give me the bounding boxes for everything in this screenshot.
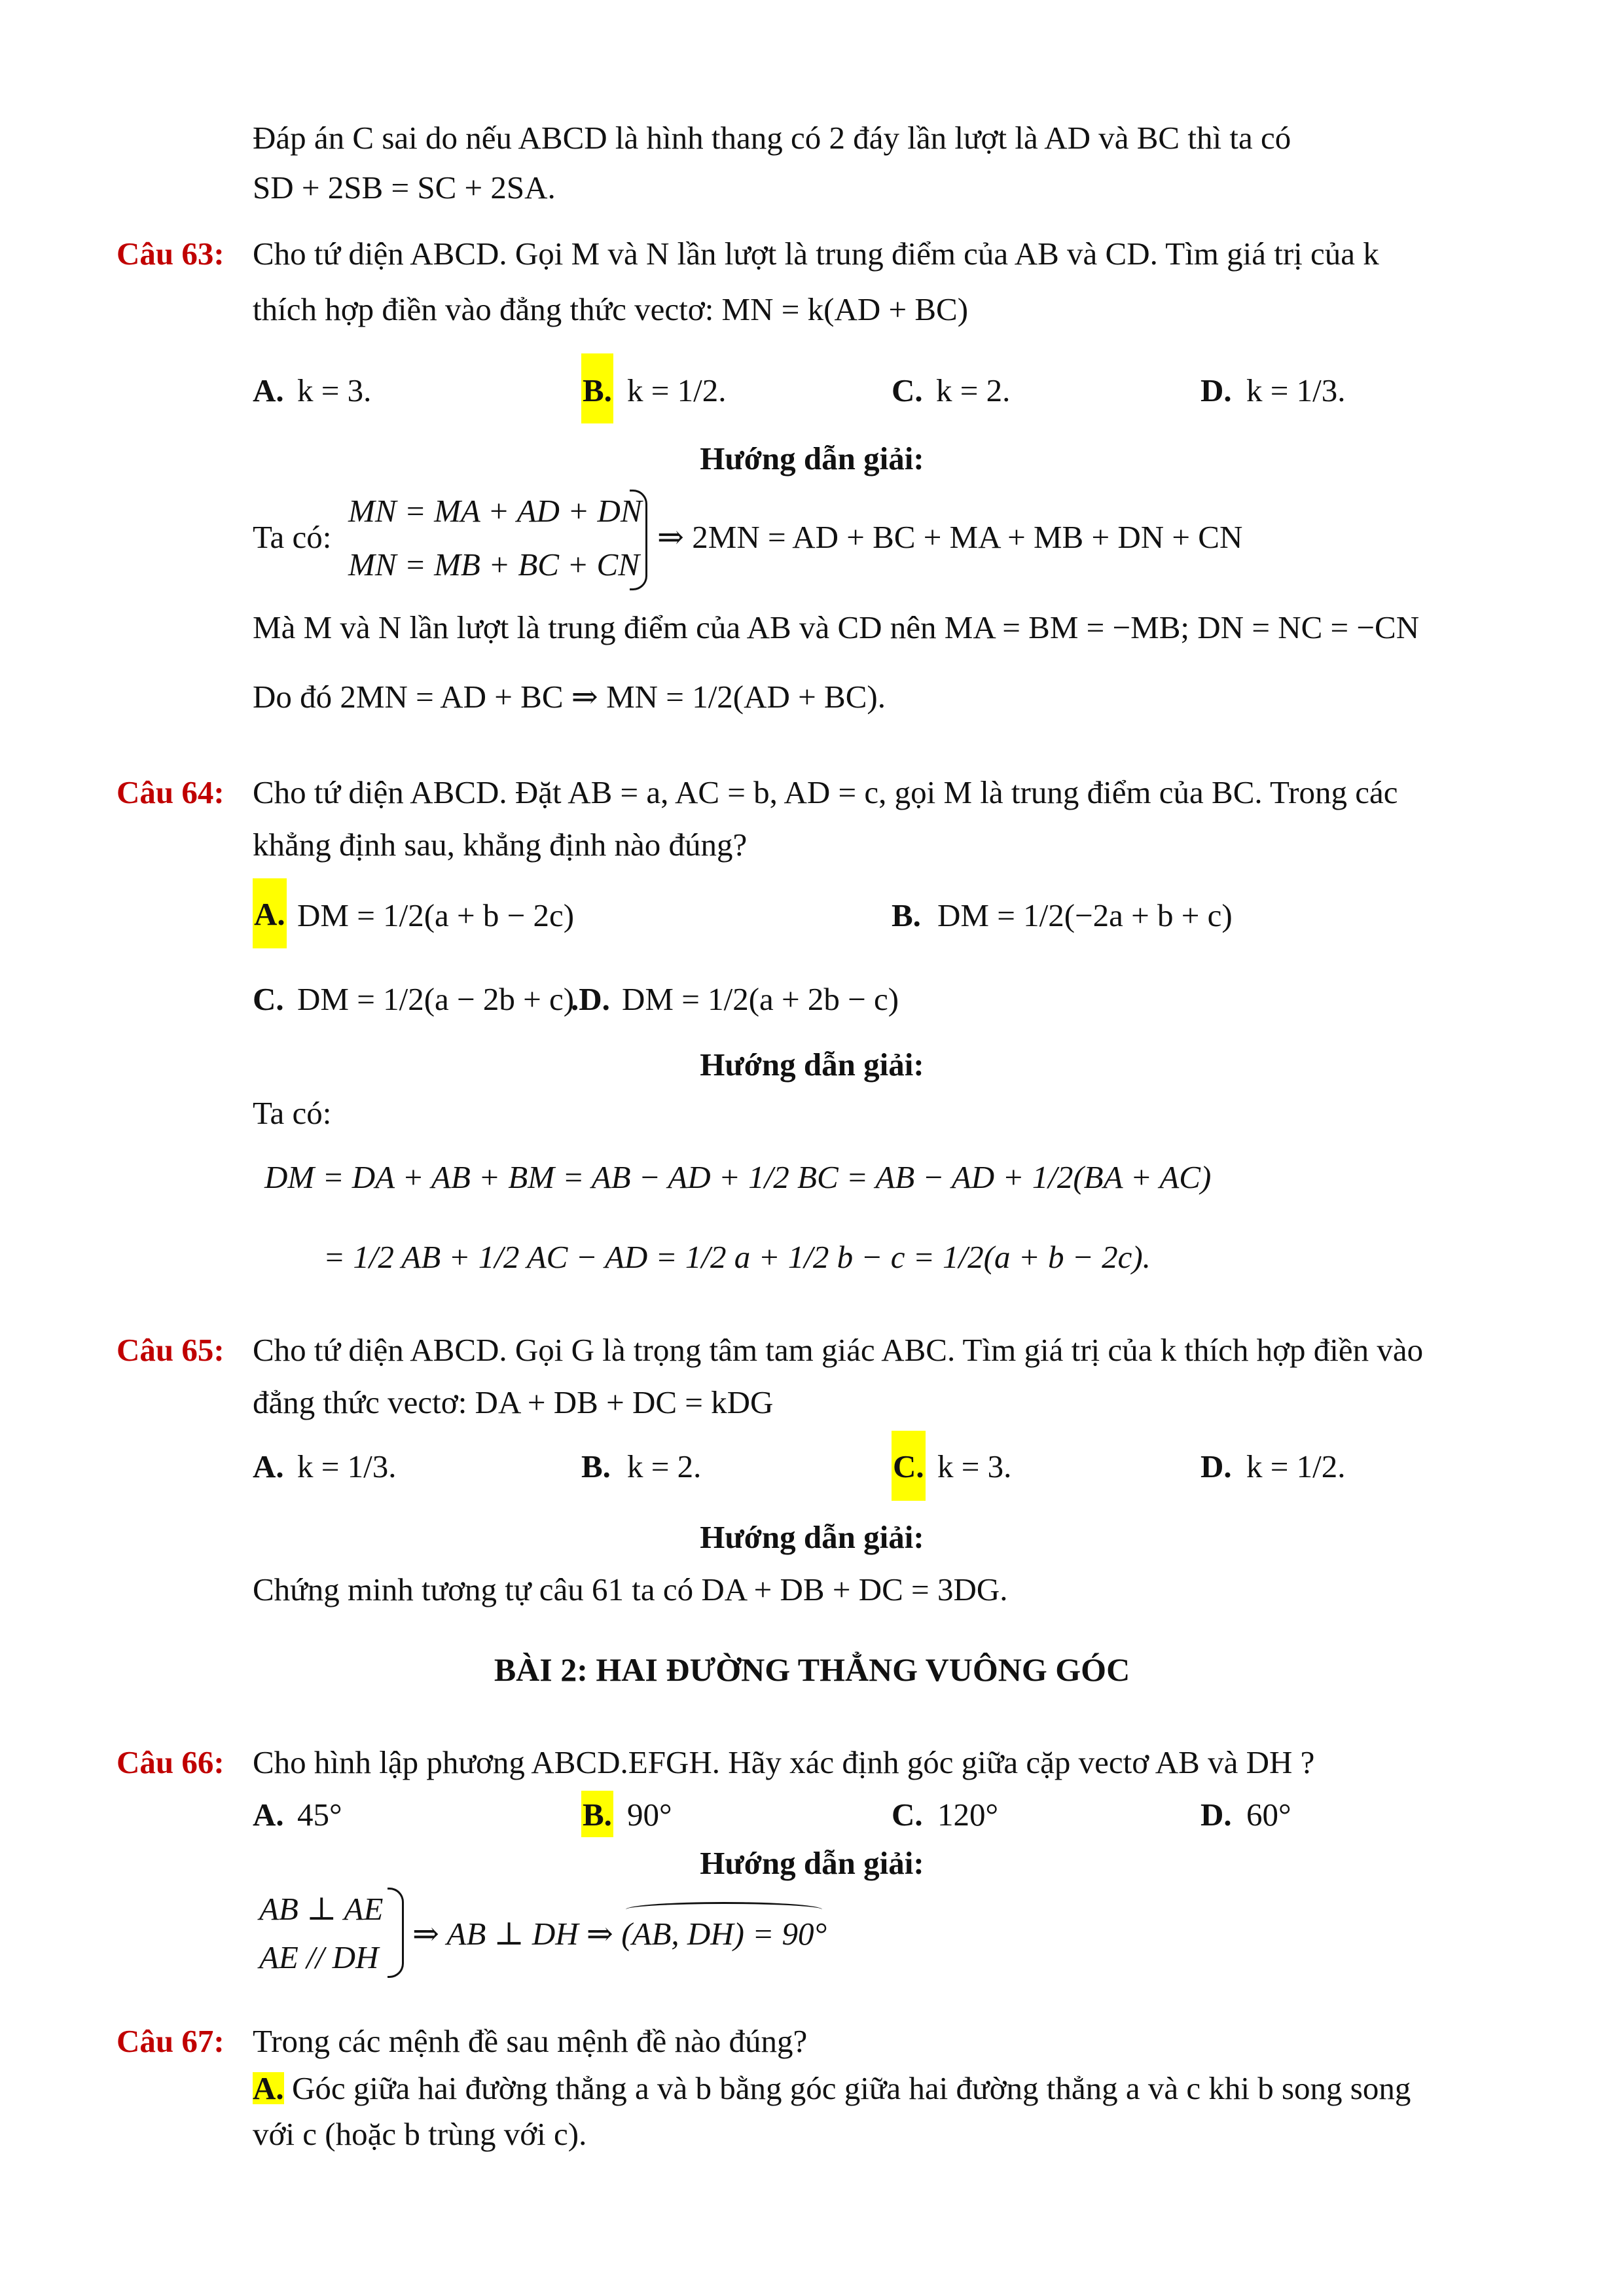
q67-option-a-letter[interactable]: A. — [253, 2070, 284, 2106]
q67-option-a-text-2: với c (hoặc b trùng với c). — [253, 2116, 587, 2152]
q66-option-a-letter[interactable]: A. — [253, 1797, 284, 1833]
q65-text-1: Cho tứ diện ABCD. Gọi G là trọng tâm tam giác ABC. Tìm giá trị của k thích hợp điền vào — [253, 1332, 1424, 1368]
q63-option-c-value: k = 2. — [936, 372, 1011, 408]
q66-angle-arc — [626, 1902, 822, 1917]
q63-label: Câu 63: — [117, 236, 225, 272]
intro-line-1: Đáp án C sai do nếu ABCD là hình thang có 2 đáy lần lượt là AD và BC thì ta có — [253, 120, 1291, 156]
q64-equation-2: = 1/2 AB + 1/2 AC − AD = 1/2 a + 1/2 b − c = 1/2(a + b − 2c). — [323, 1239, 1151, 1275]
intro-equation: SD + 2SB = SC + 2SA. — [253, 170, 556, 206]
q66-label: Câu 66: — [117, 1744, 225, 1780]
q64-solution-heading: Hướng dẫn giải: — [700, 1047, 924, 1083]
q63-option-c-letter[interactable]: C. — [892, 372, 923, 408]
q66-system-line-1: AB ⊥ AE — [259, 1891, 384, 1927]
q64-option-c-letter[interactable]: C. — [253, 981, 284, 1017]
q66-option-d-letter[interactable]: D. — [1200, 1797, 1232, 1833]
q65-option-b-letter[interactable]: B. — [581, 1448, 611, 1484]
q64-text-2: khẳng định sau, khẳng định nào đúng? — [253, 827, 748, 863]
q64-option-c-value: DM = 1/2(a − 2b + c) — [297, 981, 575, 1017]
q66-option-c-letter[interactable]: C. — [892, 1797, 923, 1833]
q63-implies: ⇒ 2MN = AD + BC + MA + MB + DN + CN — [657, 519, 1243, 555]
q66-option-d-value: 60° — [1246, 1797, 1291, 1833]
q64-option-b-letter[interactable]: B. — [892, 897, 921, 933]
q65-option-a-letter[interactable]: A. — [253, 1448, 284, 1484]
q63-option-a-letter[interactable]: A. — [253, 372, 284, 408]
q67-text-1: Trong các mệnh đề sau mệnh đề nào đúng? — [253, 2023, 808, 2059]
q63-option-d-letter[interactable]: D. — [1200, 372, 1232, 408]
section-title: BÀI 2: HAI ĐƯỜNG THẲNG VUÔNG GÓC — [494, 1651, 1130, 1688]
q65-option-c-value: k = 3. — [937, 1448, 1012, 1484]
q64-option-a-value: DM = 1/2(a + b − 2c) — [297, 897, 575, 933]
q65-text-2: đẳng thức vectơ: DA + DB + DC = kDG — [253, 1384, 774, 1420]
q65-option-d-value: k = 1/2. — [1246, 1448, 1346, 1484]
q63-option-b-value: k = 1/2. — [627, 372, 727, 408]
q65-solution-heading: Hướng dẫn giải: — [700, 1519, 924, 1555]
q64-ta-co: Ta có: — [253, 1095, 332, 1131]
q65-option-c-letter[interactable]: C. — [892, 1431, 926, 1501]
q66-implies: ⇒ AB ⊥ DH ⇒ (AB, DH) = 90° — [412, 1916, 827, 1952]
q66-option-a-value: 45° — [297, 1797, 342, 1833]
q67-label: Câu 67: — [117, 2023, 225, 2059]
q66-option-b-letter[interactable]: B. — [581, 1791, 613, 1837]
q63-system-brace — [630, 490, 647, 590]
q63-option-a-value: k = 3. — [297, 372, 372, 408]
q63-solution-heading: Hướng dẫn giải: — [700, 440, 924, 476]
q66-solution-heading: Hướng dẫn giải: — [700, 1845, 924, 1881]
q66-system-line-2: AE // DH — [259, 1939, 379, 1975]
q65-option-b-value: k = 2. — [627, 1448, 702, 1484]
q64-option-d-letter[interactable]: .D. — [571, 981, 610, 1017]
q63-text-1: Cho tứ diện ABCD. Gọi M và N lần lượt là trung điểm của AB và CD. Tìm giá trị của k — [253, 236, 1379, 272]
q66-option-c-value: 120° — [937, 1797, 999, 1833]
q63-option-d-value: k = 1/3. — [1246, 372, 1346, 408]
q63-system-line-1: MN = MA + AD + DN — [348, 493, 642, 529]
q63-system-line-2: MN = MB + BC + CN — [348, 547, 640, 583]
q67-option-a-text-1: Góc giữa hai đường thẳng a và b bằng góc giữa hai đường thẳng a và c khi b song song — [292, 2070, 1411, 2106]
q65-solution: Chứng minh tương tự câu 61 ta có DA + DB + DC = 3DG. — [253, 1571, 1008, 1607]
q64-option-b-value: DM = 1/2(−2a + b + c) — [937, 897, 1233, 933]
q66-text-1: Cho hình lập phương ABCD.EFGH. Hãy xác định góc giữa cặp vectơ AB và DH ? — [253, 1744, 1315, 1780]
q65-label: Câu 65: — [117, 1332, 225, 1368]
q64-text-1: Cho tứ diện ABCD. Đặt AB = a, AC = b, AD = c, gọi M là trung điểm của BC. Trong các — [253, 774, 1398, 810]
q63-line-do: Do đó 2MN = AD + BC ⇒ MN = 1/2(AD + BC). — [253, 679, 886, 715]
q64-equation-1: DM = DA + AB + BM = AB − AD + 1/2 BC = AB − AD + 1/2(BA + AC) — [264, 1159, 1212, 1195]
q63-ta-co: Ta có: — [253, 519, 332, 555]
q65-option-a-value: k = 1/3. — [297, 1448, 397, 1484]
q66-system-brace — [388, 1888, 404, 1978]
q66-option-b-value: 90° — [627, 1797, 672, 1833]
q63-option-b-letter[interactable]: B. — [581, 353, 613, 423]
q63-text-2: thích hợp điền vào đẳng thức vectơ: MN = k(AD + BC) — [253, 291, 969, 327]
q64-option-d-value: DM = 1/2(a + 2b − c) — [622, 981, 899, 1017]
q63-line-ma: Mà M và N lần lượt là trung điểm của AB và CD nên MA = BM = −MB; DN = NC = −CN — [253, 609, 1420, 645]
q64-option-a-letter[interactable]: A. — [253, 878, 287, 948]
q64-label: Câu 64: — [117, 774, 225, 810]
q65-option-d-letter[interactable]: D. — [1200, 1448, 1232, 1484]
